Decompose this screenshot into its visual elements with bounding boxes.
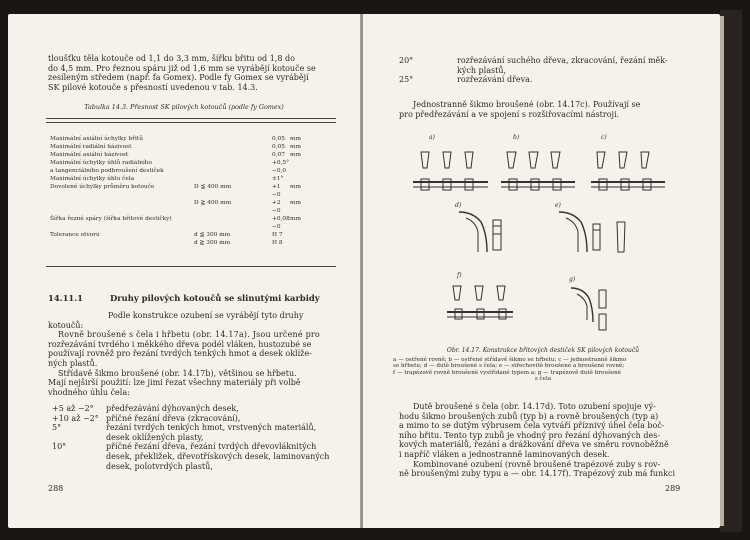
- table-cell-label: Dovolené úchylky průměru kotouče: [50, 184, 155, 190]
- table-cell-label: Maximální axiální házivost: [50, 152, 129, 158]
- figure-label-e: e): [555, 202, 561, 209]
- text-line: používají rovněž pro řezání tvrdých tenkých hmot a desek oklíže-: [48, 349, 312, 359]
- table-cell-val: −0: [272, 192, 281, 198]
- table-cell-label: Maximální úchylky úhlu čela: [50, 176, 135, 182]
- text-line: Podle konstrukce ozubení se vyrábějí tyto druhy: [108, 311, 304, 320]
- figure-caption: [393, 348, 693, 383]
- text-line: zesíleným středem (např. fa Gomex). Podle fy Gomex se vyrábějí: [48, 73, 309, 83]
- table-cell-unit: mm: [290, 184, 301, 190]
- text-line: desek oklížených plasty,: [106, 432, 204, 442]
- table-cell-val: −0,0: [272, 168, 287, 174]
- text-line: ního břitu. Tento typ zubů je vhodný pro řezání dýhovaných des-: [399, 430, 661, 440]
- table-cell-unit: mm: [290, 144, 301, 150]
- text-line: hodu šikmo broušených zubů (typ b) a rovně broušených (typ a): [399, 411, 659, 421]
- figure-label-a: a): [429, 134, 435, 141]
- section-number: 14.11.1: [48, 293, 83, 303]
- text-line: vhodného úhlu čela:: [48, 387, 130, 397]
- table-row: [50, 184, 320, 192]
- text-line: Jednostranně šikmo broušené (obr. 14.17c). Používají se: [413, 100, 641, 109]
- left-page: [8, 14, 360, 528]
- page-number: 289: [665, 484, 681, 493]
- text-line: rozřezávání suchého dřeva, zkracování, řezání měk-: [457, 56, 668, 65]
- text-line: Kombinované ozubení (rovně broušené trapézové zuby s rov-: [413, 459, 661, 469]
- list-item: [52, 414, 329, 424]
- text-line: tloušťku těla kotouče od 1,1 do 3,3 mm, šířku břitu od 1,8 do: [48, 54, 295, 63]
- text-line: ně broušenými zuby typu a — obr. 14.17f). Trapézový zub má funkci: [399, 469, 676, 479]
- text-line: rozřezávání tvrdého i měkkého dřeva podél vláken, hustozubé se: [48, 339, 312, 349]
- text-line: a mimo to se dutým výbrusem čela vytváří příznivý úhel čela boč-: [399, 421, 665, 431]
- figure-label-b: b): [513, 134, 520, 141]
- angle-key: 20°: [399, 56, 414, 65]
- list-item: [52, 423, 329, 442]
- list-item: [52, 404, 329, 414]
- text-line: Mají nejširší použití: lze jimi řezat všechny materiály při volbě: [48, 378, 301, 388]
- table-row: [50, 200, 320, 208]
- table-row: [50, 176, 320, 184]
- table-cell-unit: mm: [290, 216, 301, 222]
- table-cell-label: a tangenciálního podbroušení destiček: [50, 168, 164, 174]
- tooth-group-d: [459, 212, 501, 252]
- table-bottom-rule: [46, 266, 336, 267]
- table-cell-unit: mm: [290, 152, 301, 158]
- table-cell-label: Šířka řezné spáry (šířka břitové destičky): [50, 216, 172, 222]
- table-cell-cond: D ≦ 400 mm: [194, 184, 232, 190]
- table-top-rule-2: [46, 122, 336, 123]
- table-row: [50, 152, 320, 160]
- table-cell-val: +0,08: [272, 216, 290, 222]
- text-line: řezání tvrdých tenkých hmot, vrstvených materiálů,: [106, 423, 317, 433]
- section-heading: [48, 293, 320, 303]
- table-cell-val: −0: [272, 208, 281, 214]
- table-row: [50, 136, 320, 144]
- text-line: Střídavě šikmo broušené (obr. 14.17b), většinou se hřbetu.: [58, 368, 297, 378]
- table-row: [50, 224, 320, 232]
- angle-key: 25°: [399, 75, 414, 85]
- table-row: [50, 208, 320, 216]
- book-edge: [720, 10, 742, 532]
- angle-list: [52, 404, 329, 471]
- angle-key: +5 až −2°: [52, 404, 94, 413]
- table-row: [50, 216, 320, 224]
- table-row: [50, 144, 320, 152]
- text-line: i napříč vláken a jednostranně laminovaných desek.: [399, 449, 610, 459]
- table-row: [50, 168, 320, 176]
- section-title: Druhy pilových kotoučů se slinutými karbidy: [110, 293, 320, 303]
- table-cell-val: H 8: [272, 240, 283, 246]
- text-line: pro předřezávání a ve spojení s rozšiřovacími nástroji.: [399, 109, 620, 119]
- text-line: předřezávání dýhovaných desek,: [106, 404, 239, 413]
- table-cell-val: 0,07: [272, 152, 285, 158]
- table-cell-val: ±1°: [272, 176, 284, 182]
- text-line: ných plastů.: [48, 358, 98, 368]
- text-line: do 4,5 mm. Pro řeznou spáru již od 1,6 mm se vyrábějí kotouče se: [48, 63, 316, 73]
- text-line: příčné řezání dřeva, řezání tvrdých dřevovláknitých: [106, 442, 317, 452]
- angle-key: 5°: [52, 423, 62, 433]
- text-line: kých plastů,: [457, 65, 507, 75]
- text-line: kotoučů:: [48, 320, 84, 330]
- table-cell-label: Maximální úchylky úhlů radiálního: [50, 160, 153, 166]
- body-paragraph: [48, 311, 340, 397]
- table-row: [50, 240, 320, 248]
- table-cell-val: +1: [272, 184, 281, 190]
- table-cell-label: Tolerance otvoru: [50, 232, 100, 238]
- table-cell-unit: mm: [290, 136, 301, 142]
- caption-title: Obr. 14.17. Konstrukce břitových destiček SK pilových kotoučů: [446, 347, 640, 354]
- text-line: rozřezávání dřeva.: [457, 75, 533, 85]
- text-line: desek, polotvrdých plastů,: [106, 461, 213, 471]
- figure-label-d: d): [455, 202, 462, 209]
- tooth-figure: [363, 14, 720, 344]
- tooth-group-c: [591, 152, 665, 190]
- table-cell-val: +2: [272, 200, 281, 206]
- table-row: [50, 160, 320, 168]
- paragraph-hollow-ground: [399, 402, 699, 479]
- text-line: kových materiálů, řezání a drážkování dřeva ve směru rovnoběžně: [399, 440, 669, 450]
- text-line: příčné řezání dřeva (zkracování),: [106, 413, 241, 423]
- figure-label-f: f): [457, 272, 462, 279]
- tooth-group-f: [447, 286, 513, 319]
- table-cell-cond: d ≦ 300 mm: [194, 232, 231, 238]
- table-row: [50, 232, 320, 240]
- table-title: Tabulka 14.3. Přesnost SK pilových kotoučů (podle fy Gomex): [84, 103, 284, 111]
- page-number: 288: [48, 484, 64, 493]
- angle-key: 10°: [52, 442, 67, 452]
- table-cell-cond: D ≧ 400 mm: [194, 200, 232, 206]
- table-cell-label: Maximální radiální házivost: [50, 144, 132, 150]
- text-line: Dutě broušené s čela (obr. 14.17d). Toto ozubení spojuje vý-: [413, 402, 656, 411]
- table-cell-val: −0: [272, 224, 281, 230]
- caption-line: se hřbetu; d — dutě broušené s čela; e — střechovitě broušené a broušené rovně;: [393, 363, 625, 370]
- table-cell-val: H 7: [272, 232, 283, 238]
- tooth-group-g: [571, 288, 606, 330]
- table-cell-val: 0,05: [272, 144, 285, 150]
- caption-line: s čela: [534, 376, 552, 383]
- tooth-group-a: [413, 152, 488, 190]
- table-cell-label: Maximální axiální úchylky břitů: [50, 136, 143, 142]
- table-cell-unit: mm: [290, 200, 301, 206]
- figure-label-c: c): [601, 134, 607, 141]
- caption-line: a — ostřené rovně; b — ostřené střídavě šikmo se hřbetu; c — jednostranně šikmo: [393, 356, 627, 363]
- table-top-rule: [46, 118, 336, 119]
- figure-label-g: g): [569, 276, 576, 283]
- table-cell-val: +0,5°: [272, 160, 289, 166]
- list-item: [52, 442, 329, 471]
- text-line: Rovně broušené s čela i hřbetu (obr. 14.17a). Jsou určené pro: [58, 330, 320, 340]
- table-cell-cond: d ≧ 300 mm: [194, 240, 231, 246]
- tooth-group-e: [559, 212, 625, 252]
- text-line: desek, překližek, dřevotřískových desek, laminovaných: [106, 451, 330, 461]
- angle-key: +10 až −2°: [52, 413, 99, 423]
- intro-paragraph: [48, 54, 338, 92]
- tooth-group-b: [501, 152, 575, 190]
- table-row: [50, 192, 320, 200]
- caption-line: f — trapézově rovně broušené vystřídané typem a; g — trapézově dutě broušené: [393, 369, 622, 376]
- table-cell-val: 0,05: [272, 136, 285, 142]
- right-page: [363, 14, 720, 528]
- precision-table: [50, 136, 320, 248]
- text-line: SK pilové kotouče s přesností uvedenou v tab. 14.3.: [48, 82, 258, 92]
